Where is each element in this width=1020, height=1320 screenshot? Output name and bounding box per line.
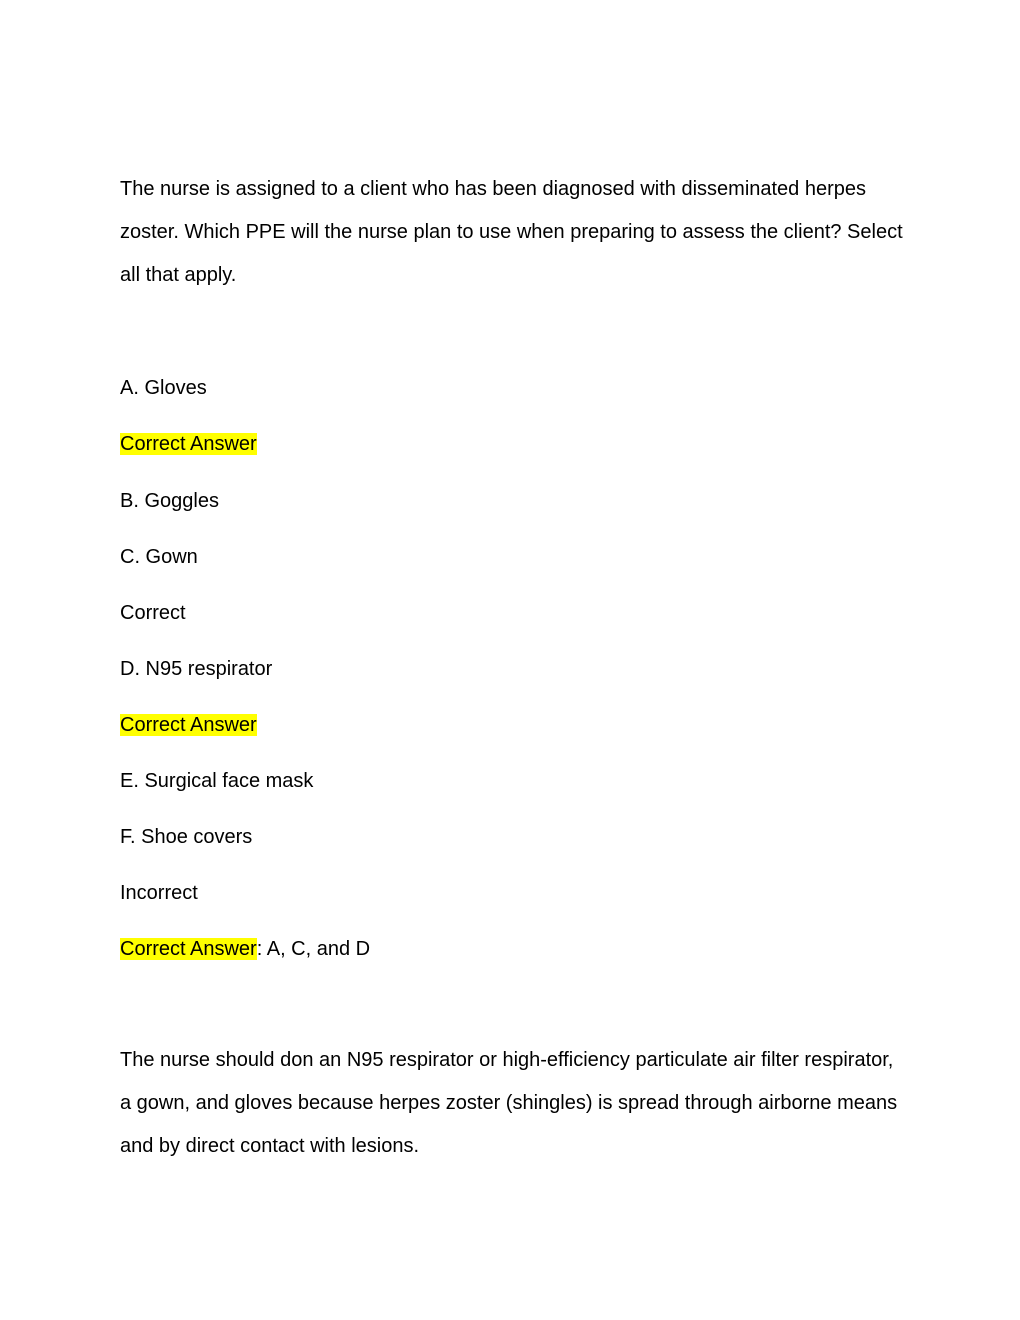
option-c: C. Gown xyxy=(120,546,198,568)
rationale-block xyxy=(120,1039,910,1168)
rationale-text: The nurse should don an N95 respirator or high-efficiency particulate air filter respirator, a gown, and gloves because herpes zoster (shingles) is spread through airborne means and by direct contact with lesions. xyxy=(120,1049,898,1157)
correct-answer-summary xyxy=(120,936,370,962)
option-b: B. Goggles xyxy=(120,490,219,512)
question-text: The nurse is assigned to a client who has been diagnosed with disseminated herpes zoster. Which PPE will the nurse plan to use when preparing to assess the client? Select all that apply. xyxy=(120,178,903,286)
correct-answer-value: : A, C, and D xyxy=(256,938,371,960)
option-e: E. Surgical face mask xyxy=(120,770,314,792)
correct-answer-highlight: Correct Answer xyxy=(120,433,257,455)
correct-answer-highlight: Correct Answer xyxy=(120,714,257,736)
incorrect-marker: Incorrect xyxy=(120,882,198,904)
correct-answer-marker-a xyxy=(120,431,257,457)
correct-answer-highlight: Correct Answer xyxy=(120,938,257,960)
correct-answer-marker-d xyxy=(120,712,257,738)
option-a: A. Gloves xyxy=(120,377,207,399)
question-block xyxy=(120,168,910,297)
option-d: D. N95 respirator xyxy=(120,658,273,680)
correct-marker-c: Correct xyxy=(120,602,186,624)
option-f: F. Shoe covers xyxy=(120,826,253,848)
